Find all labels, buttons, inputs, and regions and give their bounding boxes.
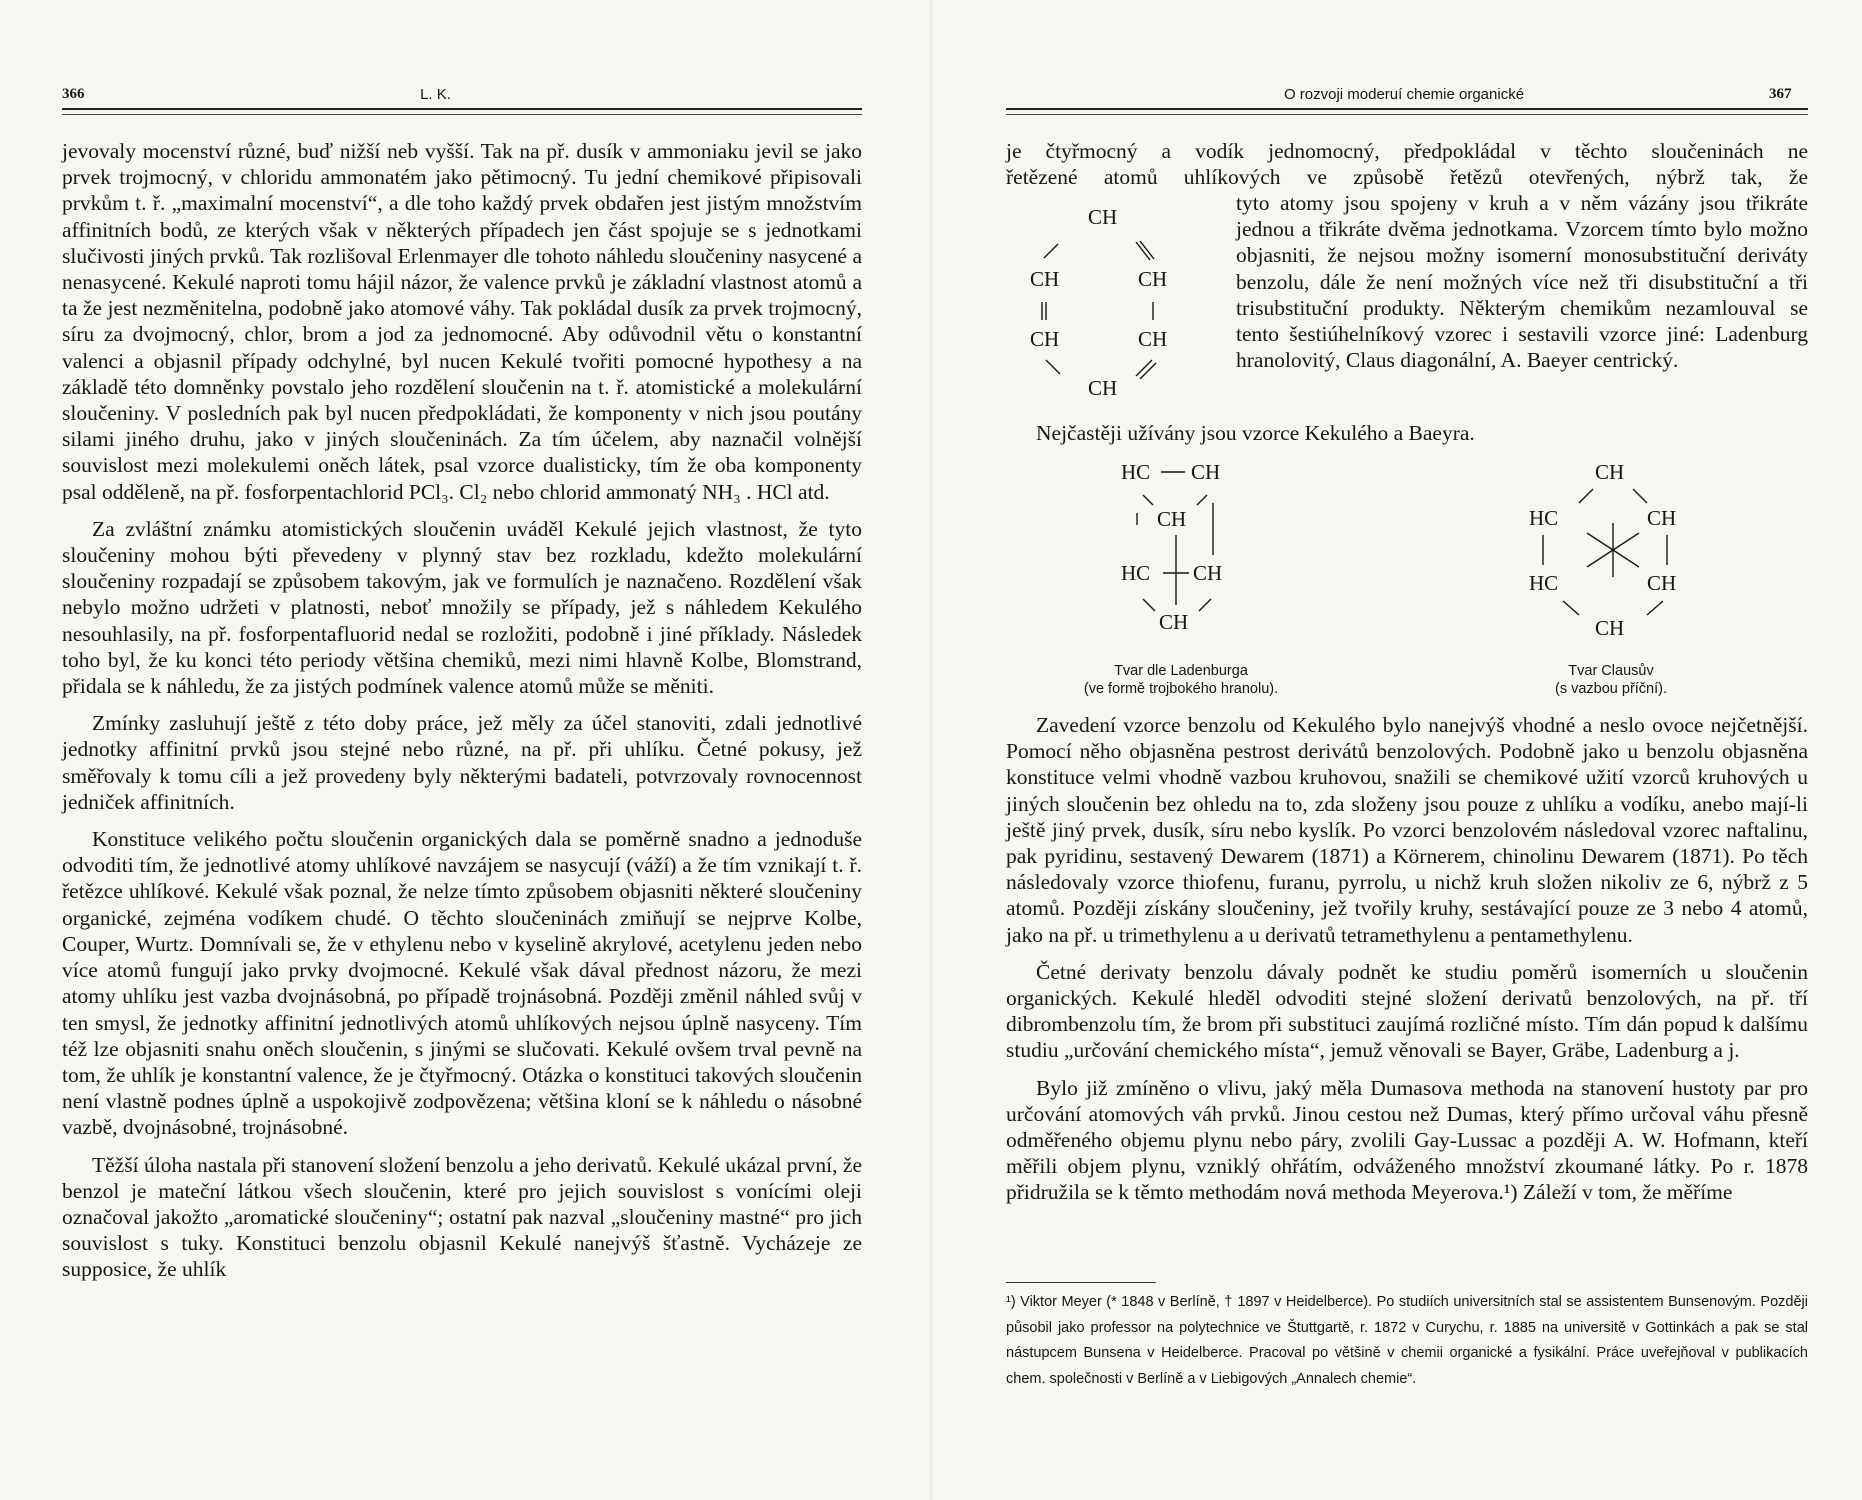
bond [1199, 599, 1211, 611]
paragraph: Těžší úloha nastala při stanovení složení benzolu a jeho derivatů. Kekulé ukázal první, že benzol je mateční látkou všech sloučenin, které pro jejich souvislost s vonícími oleji označoval jakožto „aromatické sloučeniny“; ostatní pak nazval „sloučeniny mastné“ pro jich souvislost s tuky. Konstituci benzolu objasnil Kekulé nanejvýš šťastně. Vycházeje ze supposice, že uhlík [62, 1152, 862, 1282]
header-rule [62, 108, 862, 110]
caption-line: Tvar Clausův [1568, 663, 1654, 679]
single-bond [1046, 360, 1060, 374]
carbon-group-label: CH [1088, 376, 1118, 400]
side-text-block: tyto atomy jsou spojeny v kruh a v něm vázány jsou třikráte jednou a třikráte dvěma jednotkama. Vzorcem tímto bylo možno objasniti, že nejsou možny isomerní monosubstituční deriváty benzolu, dále že není možných více než tři disubstituční a tři trisubstituční produkty. Některým chemikům nezamlouval se tento šestiúhelníkový vzorec i sestavili vzorce jiné: Ladenburg hranolovitý, Claus diagonální, A. Baeyer centrický. [1236, 191, 1808, 373]
paragraph: Za zvláštní známku atomistických sloučenin uváděl Kekulé jejich vlastnost, že tyto sloučeniny mohou býti převedeny v plynný stav bez rozkladu, kdežto molekulární sloučeniny rozpadají se způsobem takovým, jak ve formulích je naznačeno. Rozdělení však nebylo možno udržeti v platnosti, neboť množily se případy, jež s náhledem Kekulého nesouhlasily, na př. fosforpentafluorid nedal se rozložiti, podobně i jiné příklady. Následek toho byl, že ku konci této periody většina chemiků, mezi nimi hlavně Kolbe, Blomstrand, přidala se k náhledu, že za jistých podmínek valence atomů může se měniti. [62, 516, 862, 699]
carbon-group-label: HC [1121, 561, 1151, 585]
paragraph: Zmínky zasluhují ještě z této doby práce, jež měly za účel stanoviti, zdali jednotlivé jednotky affinitní prvků jsou stejné nebo různé, na př. při uhlíku. Četné pokusy, jež směřovaly k tomu cíli a jež provedeny byly některými badateli, potvrzovaly rovnocennost jedniček affinitních. [62, 711, 862, 814]
double-bond [1136, 360, 1152, 376]
left-text-column [62, 138, 862, 1283]
running-head: L. K. [420, 86, 451, 103]
header-rule-thin [62, 114, 862, 115]
carbon-group-label: CH [1595, 460, 1625, 484]
header-rule [1006, 108, 1808, 110]
carbon-group-label: CH [1191, 460, 1221, 484]
running-head: O rozvoji moderuí chemie organické [1283, 86, 1525, 103]
page-number: 367 [1769, 86, 1792, 102]
right-page [931, 0, 1862, 1500]
bond [1647, 601, 1663, 615]
carbon-group-label: CH [1157, 507, 1187, 531]
carbon-group-label: HC [1121, 460, 1151, 484]
caption-line: Tvar dle Ladenburga [1114, 663, 1248, 679]
carbon-group-label: CH [1030, 327, 1060, 351]
ladenburg-caption [1026, 662, 1336, 698]
paragraph: Zavedení vzorce benzolu od Kekulého bylo nanejvýš vhodné a neslo ovoce nejčetnější. Pomocí něho objasněna pestrost derivátů benzolových. Podobně jako u benzolu objasněna konstituce velmi vhodně vazbou kruhovou, snažili se chemikové užití vzorců kruhových u jiných sloučenin bez ohledu na to, zda složeny jsou pouze z uhlíku a vodíku, anebo mají-li ještě jiný prvek, dusík, síru nebo kyslík. Po vzorci benzolovém následoval vzorec naftalinu, pak pyridinu, sestavený Dewarem (1871) a Körnerem, chinolinu Dewarem (1871). Po těch následovaly vzorce thiofenu, furanu, pyrrolu, u nichž kruh složen nikoliv ze 6, nýbrž z 5 atomů. Později získány sloučeniny, jež tvořily kruhy, sestávající pouze ze 3 nebo 4 atomů, jako na př. u trimethylenu a u derivatů tetramethylenu a pentamethylenu. [1006, 713, 1808, 947]
page-number: 366 [62, 86, 85, 102]
paragraph: jevovaly mocenství různé, buď nižší neb vyšší. Tak na př. dusík v ammoniaku jevil se jako prvek trojmocný, v chloridu ammonatém jako pětimocný. Tu jední chemikové připisovali prvkům t. ř. „maximalní mocenství“, a dle toho každý prvek obdařen jest jistým množstvím affinitních bodů, ze kterých však v některých případech jen část spojuje se s jednotkami slučivosti jiných prvků. Tak rozlišoval Erlenmayer dle tohoto náhledu sloučeniny nasycené a nenasycené. Kekulé naproti tomu hájil názor, že valence prvků je základní vlastnost atomů a ta že jest nezměnitelna, podobně jako atomové váhy. Tak pokládal dusík za prvek trojmocný, síru za dvojmocný, chlor, brom a jod za jednomocné. Aby odůvodnil větu o konstantní valenci a objasnil případy odchylné, byl nucen Kekulé tvořiti pomocné hypothesy a na základě této domněnky povstalo jeho rozdělení sloučenin na t. ř. atomistické a molekulární sloučeniny. V posledních pak byl nucen předpokládati, že komponenty v nich jsou poutány silami jiného druhu, jako v jiných sloučeninách. Za tím účelem, aby naznačil volnější souvislost mezi molekulemi oněch látek, psal vzorce dualisticky, tím že oba komponenty psal odděleně, na př. fosforpentachlorid PCl₃. Cl₂ nebo chlorid ammonatý NH₃ . HCl atd. [62, 139, 862, 504]
carbon-group-label: CH [1159, 610, 1189, 634]
single-bond [1044, 244, 1058, 258]
carbon-group-label: CH [1030, 267, 1060, 291]
paragraph: Konstituce velikého počtu sloučenin organických dala se poměrně snadno a jednoduše odvoditi tím, že jednotlivé atomy uhlíkové navzájem se nasycují (váží) a že tím vznikají t. ř. řetězce uhlíkové. Kekulé však poznal, že nelze tímto způsobem objasniti některé sloučeniny organické, zejména vodíkem chudé. O těchto sloučeninách zmiňují se nejprve Kolbe, Couper, Wurtz. Domnívali se, že v ethylenu nebo v kyselině akrylové, acetylenu jeden nebo více atomů fungují jako prvky dvojmocné. Kekulé však dával přednost názoru, že mezi atomy uhlíku jest vazba dvojnásobná, po případě trojnásobná. Později změnil náhled svůj v ten smysl, že jednotky affinitní jednotlivých atomů uhlíkových nejsou úplně nasyceny. Tím též lze objasniti snahu oněch sloučenin, s jinými se slučovati. Kekulé ovšem trval pevně na tom, že uhlík je konstantní valence, že je čtyřmocný. Otázka o konstituci takových sloučenin není vlastně podnes úplně a uspokojivě zodpovězena; většina kloní se k náhledu o násobné vazbě, dvojnásobné, trojnásobné. [62, 827, 862, 1140]
claus-formula-diagram [1521, 455, 1721, 645]
kekule-formula-diagram [1006, 192, 1206, 402]
footnote-rule [1006, 1282, 1156, 1283]
footnote: ¹) Viktor Meyer (* 1848 v Berlíně, † 1897 v Heidelberce). Po studiích universitních stal se assistentem Bunsenovým. Později působil jako professor na polytechnice ve Štuttgartě, r. 1872 v Curychu, r. 1885 na universitě v Gottinkách a pak se stal nástupcem Bunsena v Heidelberce. Pracoval po většině v chemii organické a fysikální. Práce uveřejňoval v publikacích chem. společnosti v Berlíně a v Liebigových „Annalech chemie“. [1006, 1294, 1808, 1387]
bond [1579, 489, 1593, 503]
carbon-group-label: CH [1138, 327, 1168, 351]
right-text-column [1006, 712, 1808, 1206]
carbon-group-label: CH [1647, 506, 1677, 530]
double-bond [1140, 363, 1156, 379]
bond [1143, 495, 1153, 505]
paragraph: Bylo již zmíněno o vlivu, jaký měla Dumasova methoda na stanovení hustoty par pro určování atomových váh prvků. Jinou cestou než Dumas, který přímo určoval váhu přesně odměřeného objemu plynu nebo páry, zvolili Gay-Lussac a později A. W. Hofmann, kteří měřili objem plynu, vzniklý ohřátím, odváženého množství zkoumané látky. Po r. 1878 přidružila se k těmto methodám nová methoda Meyerova.¹) Záleží v tom, že měříme [1006, 1075, 1808, 1205]
bond [1143, 599, 1155, 611]
carbon-group-label: HC [1529, 571, 1559, 595]
bond [1563, 601, 1579, 615]
carbon-group-label: CH [1138, 267, 1168, 291]
formula-intro: Nejčastěji užívány jsou vzorce Kekulého a Baeyra. [1036, 421, 1475, 445]
carbon-group-label: CH [1088, 205, 1118, 229]
carbon-group-label: HC [1529, 506, 1559, 530]
carbon-group-label: CH [1193, 561, 1223, 585]
intro-line: je čtyřmocný a vodík jednomocný, předpokládal v těchto sloučeninách ne [1006, 139, 1808, 163]
paragraph: Četné derivaty benzolu dávaly podnět ke studiu poměrů isomerních u sloučenin organických. Kekulé hleděl odvoditi stejné složení derivatů benzolových, na př. tří dibrombenzolu tím, že brom při substituci zaujímá rozličné místo. Tím dán popud k dalšímu studiu „určování chemického místa“, jemuž věnovali se Bayer, Gräbe, Ladenburg a j. [1006, 959, 1808, 1063]
claus-caption [1471, 662, 1751, 698]
carbon-group-label: CH [1595, 616, 1625, 640]
ladenburg-formula-diagram [1101, 455, 1291, 645]
caption-line: (s vazbou příční). [1554, 681, 1667, 697]
intro-line: řetězené atomů uhlíkových ve způsobě řetězů otevřených, nýbrž tak, že [1006, 165, 1808, 189]
header-rule-thin [1006, 114, 1808, 115]
caption-line: (ve formě trojbokého hranolu). [1083, 681, 1279, 697]
carbon-group-label: CH [1647, 571, 1677, 595]
bond [1633, 489, 1647, 503]
bond [1197, 495, 1207, 505]
